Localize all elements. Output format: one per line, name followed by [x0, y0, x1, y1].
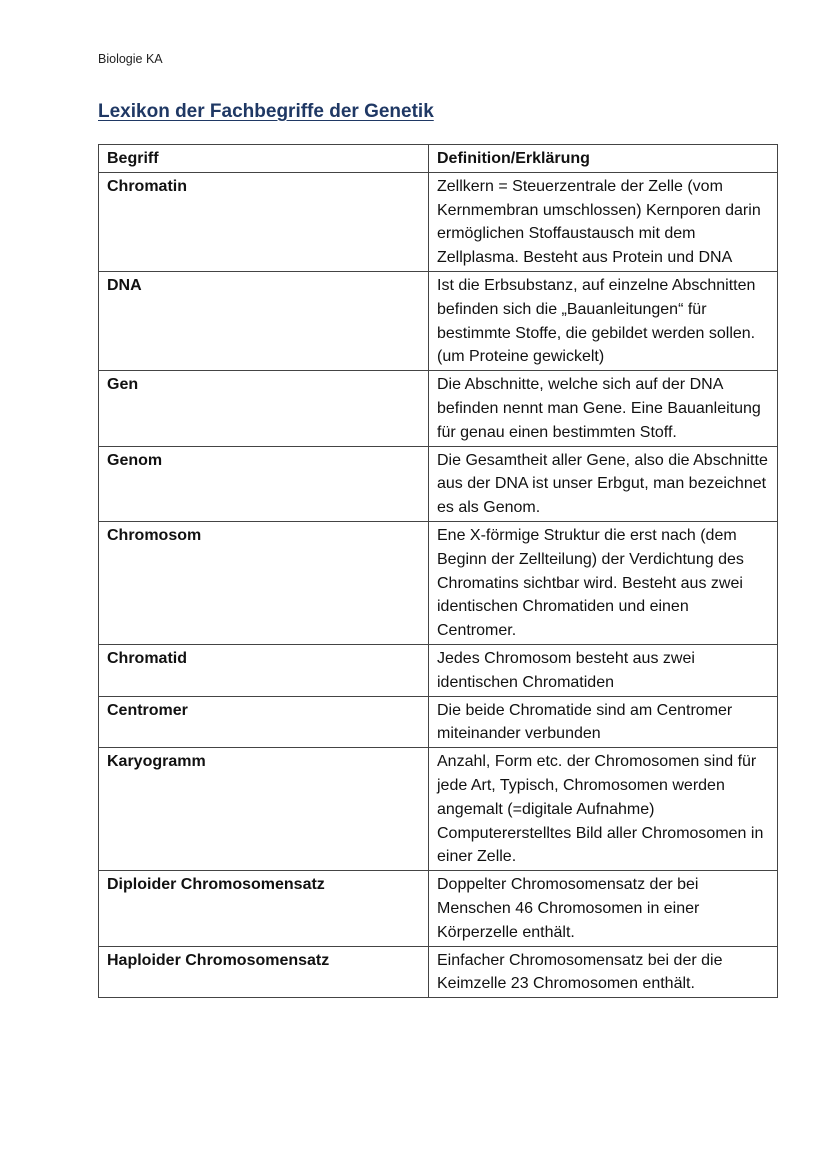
definition-cell: Ene X-förmige Struktur die erst nach (dem Beginn der Zellteilung) der Verdichtung des Chromatins sichtbar wird. Besteht aus zwei identischen Chromatiden und einen Centromer.	[429, 521, 778, 644]
table-row	[99, 644, 778, 696]
term-cell: Gen	[99, 371, 429, 446]
definition-cell: Die Abschnitte, welche sich auf der DNA befinden nennt man Gene. Eine Bauanleitung für genau einen bestimmten Stoff.	[429, 371, 778, 446]
page-title: Lexikon der Fachbegriffe der Genetik	[98, 101, 434, 122]
definition-cell: Die Gesamtheit aller Gene, also die Abschnitte aus der DNA ist unser Erbgut, man bezeichnet es als Genom.	[429, 446, 778, 521]
term-cell: DNA	[99, 271, 429, 370]
definition-cell: Doppelter Chromosomensatz der bei Menschen 46 Chromosomen in einer Körperzelle enthält.	[429, 871, 778, 946]
table-row	[99, 748, 778, 871]
definition-cell: Anzahl, Form etc. der Chromosomen sind für jede Art, Typisch, Chromosomen werden angemalt (=digitale Aufnahme) Computererstelltes Bild aller Chromosomen in einer Zelle.	[429, 748, 778, 871]
term-cell: Chromatin	[99, 172, 429, 271]
term-cell: Karyogramm	[99, 748, 429, 871]
page-header: Biologie KA	[98, 52, 163, 66]
table-row	[99, 446, 778, 521]
glossary-table	[98, 144, 778, 998]
definition-cell: Die beide Chromatide sind am Centromer miteinander verbunden	[429, 696, 778, 748]
table-row	[99, 271, 778, 370]
term-cell: Chromosom	[99, 521, 429, 644]
term-cell: Genom	[99, 446, 429, 521]
table-row	[99, 172, 778, 271]
definition-cell: Einfacher Chromosomensatz bei der die Keimzelle 23 Chromosomen enthält.	[429, 946, 778, 998]
definition-cell: Jedes Chromosom besteht aus zwei identischen Chromatiden	[429, 644, 778, 696]
table-row	[99, 696, 778, 748]
table-row	[99, 371, 778, 446]
term-cell: Chromatid	[99, 644, 429, 696]
term-cell: Centromer	[99, 696, 429, 748]
column-header-term: Begriff	[99, 145, 429, 173]
table-header-row	[99, 145, 778, 173]
term-cell: Haploider Chromosomensatz	[99, 946, 429, 998]
definition-cell: Zellkern = Steuerzentrale der Zelle (vom Kernmembran umschlossen) Kernporen darin ermöglichen Stoffaustausch mit dem Zellplasma. Besteht aus Protein und DNA	[429, 172, 778, 271]
table-row	[99, 521, 778, 644]
column-header-definition: Definition/Erklärung	[429, 145, 778, 173]
table-row	[99, 871, 778, 946]
term-cell: Diploider Chromosomensatz	[99, 871, 429, 946]
table-row	[99, 946, 778, 998]
definition-cell: Ist die Erbsubstanz, auf einzelne Abschnitten befinden sich die „Bauanleitungen“ für bestimmte Stoffe, die gebildet werden sollen. (um Proteine gewickelt)	[429, 271, 778, 370]
